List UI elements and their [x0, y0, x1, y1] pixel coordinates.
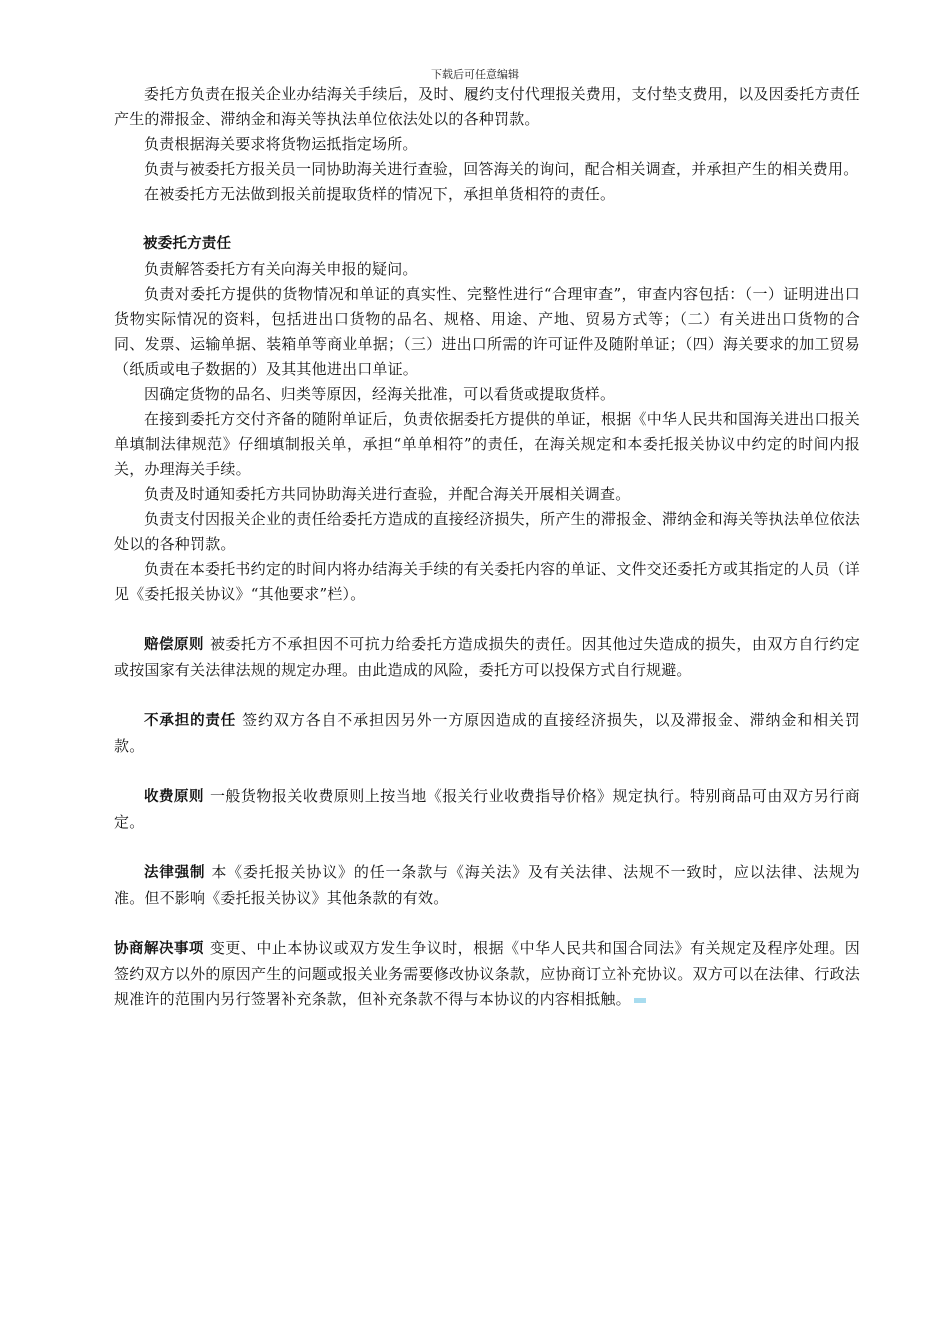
- agent-duty-paragraph: 在接到委托方交付齐备的随附单证后，负责依据委托方提供的单证，根据《中华人民共和国海关进出口报关单填制法律规范》仔细填制报关单，承担“单单相符”的责任，在海关规定和本委托报关协议中约定的时间内报关，办理海关手续。: [114, 410, 860, 478]
- document-body: [114, 82, 860, 1012]
- spacer: [114, 207, 860, 232]
- agent-duty-paragraph: 负责解答委托方有关向海关申报的疑问。: [144, 260, 418, 278]
- end-marker: [634, 998, 646, 1003]
- legal-text: 本《委托报关协议》的任一条款与《海关法》及有关法律、法规不一致时，应以法律、法规为准。但不影响《委托报关协议》其他条款的有效。: [114, 863, 860, 907]
- disputes-clause: [114, 936, 860, 1012]
- client-duty-paragraph: 委托方负责在报关企业办结海关手续后，及时、履约支付代理报关费用，支付垫支费用，以及因委托方责任产生的滞报金、滞纳金和海关等执法单位依法处以的各种罚款。: [114, 85, 860, 128]
- fees-clause: [114, 784, 860, 835]
- spacer: [114, 911, 860, 936]
- header-note: 下载后可任意编辑: [431, 68, 519, 81]
- disputes-text: 变更、中止本协议或双方发生争议时，根据《中华人民共和国合同法》有关规定及程序处理。因签约双方以外的原因产生的问题或报关业务需要修改协议条款，应协商订立补充协议。双方可以在法律、行政法规准许的范围内另行签署补充条款，但补充条款不得与本协议的内容相抵触。: [114, 939, 861, 1008]
- legal-label: 法律强制: [144, 865, 206, 881]
- agent-duty-paragraph: 负责对委托方提供的货物情况和单证的真实性、完整性进行“合理审查”，审查内容包括：（一）证明进出口货物实际情况的资料，包括进出口货物的品名、规格、用途、产地、贸易方式等；（二）有关进出口货物的合同、发票、运输单据、装箱单等商业单据；（三）进出口所需的许可证件及随附单证；（四）海关要求的加工贸易（纸质或电子数据的）及其其他进出口单证。: [114, 285, 860, 378]
- client-duty-paragraph: 负责根据海关要求将货物运抵指定场所。: [144, 135, 418, 153]
- compensation-text: 被委托方不承担因不可抗力给委托方造成损失的责任。因其他过失造成的损失，由双方自行约定或按国家有关法律法规的规定办理。由此造成的风险，委托方可以投保方式自行规避。: [114, 635, 860, 679]
- spacer: [114, 683, 860, 708]
- agent-duty-paragraph: 负责在本委托书约定的时间内将办结海关手续的有关委托内容的单证、文件交还委托方或其指定的人员（详见《委托报关协议》“其他要求”栏）。: [114, 560, 860, 603]
- client-duty-paragraph: 在被委托方无法做到报关前提取货样的情况下，承担单货相符的责任。: [144, 185, 616, 203]
- spacer: [114, 835, 860, 860]
- compensation-label: 赔偿原则: [144, 637, 204, 653]
- agent-duty-paragraph: 负责支付因报关企业的责任给委托方造成的直接经济损失，所产生的滞报金、滞纳金和海关等执法单位依法处以的各种罚款。: [114, 510, 860, 553]
- client-duty-paragraph: 负责与被委托方报关员一同协助海关进行查验，回答海关的询问，配合相关调查，并承担产生的相关费用。: [144, 160, 859, 178]
- agent-section-title: 被委托方责任: [143, 236, 232, 252]
- legal-clause: [114, 860, 860, 911]
- spacer: [114, 607, 860, 632]
- exemption-text: 签约双方各自不承担因另外一方原因造成的直接经济损失，以及滞报金、滞纳金和相关罚款。: [114, 711, 860, 755]
- agent-duty-paragraph: 负责及时通知委托方共同协助海关进行查验，并配合海关开展相关调查。: [144, 485, 631, 503]
- disputes-label: 协商解决事项: [114, 941, 204, 957]
- fees-text: 一般货物报关收费原则上按当地《报关行业收费指导价格》规定执行。特别商品可由双方另行商定。: [114, 787, 860, 831]
- agent-duty-paragraph: 因确定货物的品名、归类等原因，经海关批准，可以看货或提取货样。: [144, 385, 616, 403]
- exemption-label: 不承担的责任: [144, 713, 237, 729]
- compensation-clause: [114, 632, 860, 683]
- spacer: [114, 759, 860, 784]
- exemption-clause: [114, 708, 860, 759]
- fees-label: 收费原则: [144, 789, 204, 805]
